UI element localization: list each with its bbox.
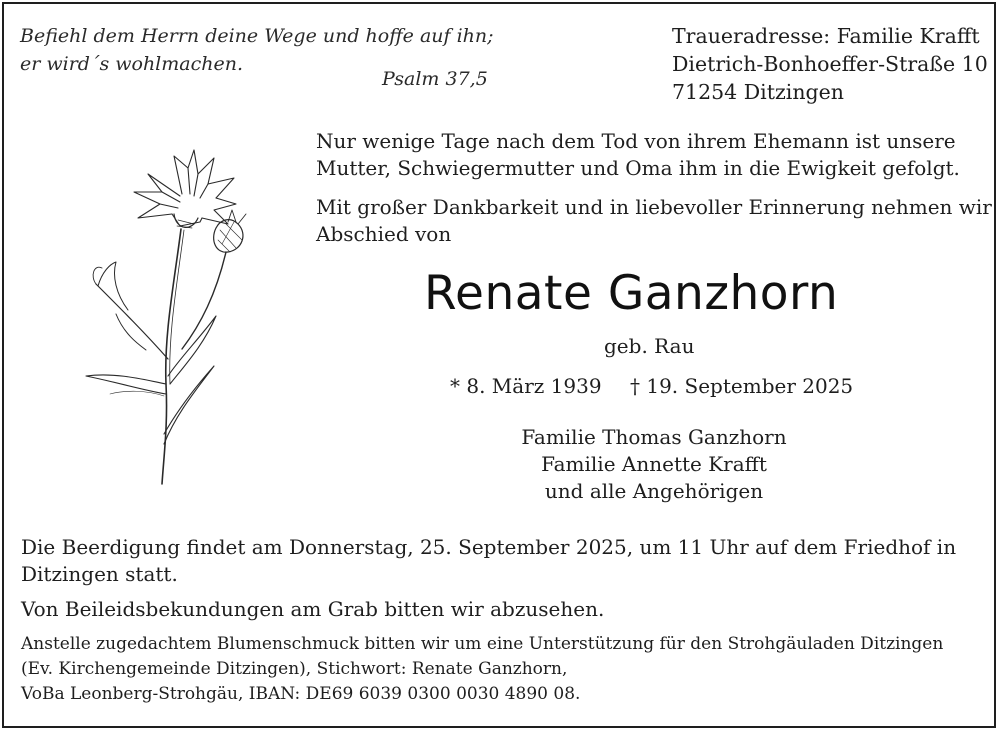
donation-line-3: VoBa Leonberg-Strohgäu, IBAN: DE69 6039 0300 0030 4890 08. (21, 684, 581, 704)
address-line-2: Dietrich-Bonhoeffer-Straße 10 (672, 52, 988, 76)
mourner-line-2: Familie Annette Krafft (541, 452, 767, 476)
mourner-line-1: Familie Thomas Ganzhorn (521, 425, 787, 449)
obituary-notice (2, 2, 996, 728)
mourners-list (484, 424, 824, 505)
verse-reference: Psalm 37,5 (382, 68, 488, 90)
intro-line-4: Abschied von (316, 222, 452, 246)
donation-line-2: (Ev. Kirchengemeinde Ditzingen), Stichwort: Renate Ganzhorn, (21, 659, 568, 679)
intro-line-3: Mit großer Dankbarkeit und in liebevoller Erinnerung nehmen wir (316, 195, 992, 219)
donation-info (21, 632, 943, 707)
cornflower-icon (76, 144, 256, 489)
funeral-line-2: Ditzingen statt. (21, 562, 178, 586)
mourning-address (672, 22, 988, 106)
birth-date: * 8. März 1939 (450, 374, 602, 398)
address-line-1: Traueradresse: Familie Krafft (672, 24, 980, 48)
maiden-name: geb. Rau (604, 334, 695, 358)
funeral-info (21, 534, 956, 588)
verse-line-1: Befiehl dem Herrn deine Wege und hoffe auf ihn; (20, 25, 494, 47)
donation-line-1: Anstelle zugedachtem Blumenschmuck bitten wir um eine Unterstützung für den Strohgäuladen Ditzingen (21, 634, 944, 654)
intro-paragraph-2 (316, 194, 992, 248)
deceased-name: Renate Ganzhorn (424, 266, 839, 321)
intro-line-1: Nur wenige Tage nach dem Tod von ihrem Ehemann ist unsere (316, 129, 956, 153)
condolence-note: Von Beileidsbekundungen am Grab bitten wir abzusehen. (21, 597, 605, 621)
funeral-line-1: Die Beerdigung findet am Donnerstag, 25. September 2025, um 11 Uhr auf dem Friedhof in (21, 535, 957, 559)
death-date: † 19. September 2025 (630, 374, 854, 398)
intro-paragraph-1 (316, 128, 960, 182)
mourner-line-3: und alle Angehörigen (544, 479, 764, 503)
intro-line-2: Mutter, Schwiegermutter und Oma ihm in die Ewigkeit gefolgt. (316, 156, 960, 180)
verse-line-2: er wird´s wohlmachen. (20, 53, 243, 75)
address-line-3: 71254 Ditzingen (672, 80, 844, 104)
